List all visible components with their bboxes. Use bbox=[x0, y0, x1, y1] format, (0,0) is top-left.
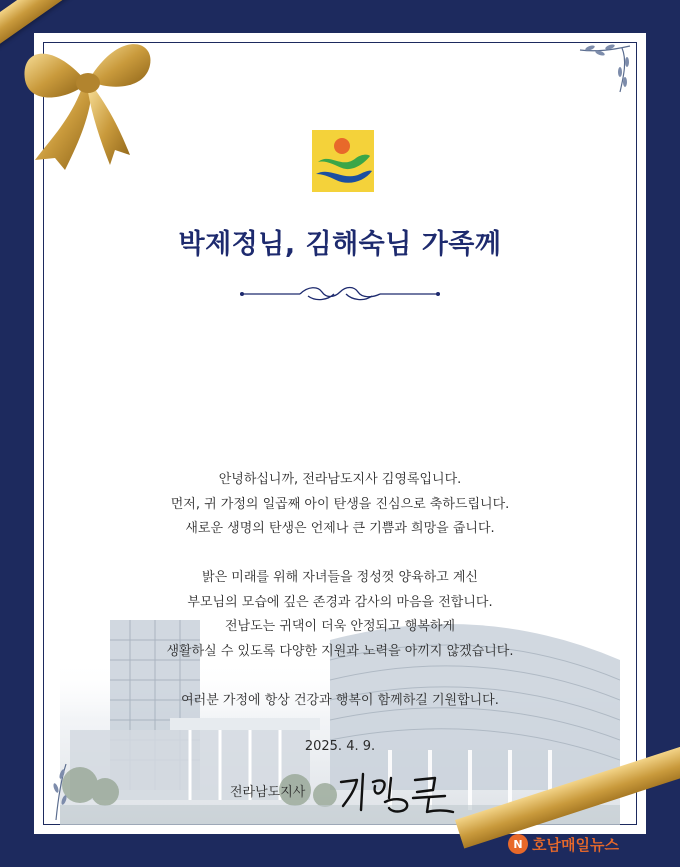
body-line: 먼저, 귀 가정의 일곱째 아이 탄생을 진심으로 축하드립니다. bbox=[170, 496, 510, 512]
body-line-spacer bbox=[60, 542, 620, 567]
leaf-ornament-icon bbox=[46, 760, 86, 824]
watermark-brand-b: 매일뉴스 bbox=[560, 835, 619, 854]
body-line: 여러분 가정에 항상 건강과 행복이 함께하길 기원합니다. bbox=[181, 692, 499, 708]
leaf-ornament-icon bbox=[572, 40, 636, 100]
news-logo-icon: N bbox=[508, 834, 528, 854]
news-watermark bbox=[508, 831, 619, 857]
page-title: 박제정님, 김해숙님 가족께 bbox=[178, 229, 502, 260]
letter-date: 2025. 4. 9. bbox=[304, 739, 376, 754]
body-line: 안녕하십니까, 전라남도지사 김영록입니다. bbox=[218, 472, 462, 487]
gold-ribbon-bow-icon bbox=[10, 10, 160, 170]
handwritten-signature bbox=[335, 768, 465, 816]
body-line-spacer bbox=[60, 664, 620, 689]
body-line: 전남도는 귀댁이 더욱 안정되고 행복하게 bbox=[224, 619, 455, 634]
letter-body bbox=[60, 468, 620, 713]
body-line: 부모님의 모습에 깊은 존경과 감사의 마음을 전합니다. bbox=[187, 594, 493, 610]
scroll-divider-icon bbox=[238, 282, 442, 306]
body-line: 생활하실 수 있도록 다양한 지원과 노력을 아끼지 않겠습니다. bbox=[166, 643, 514, 659]
body-line: 밝은 미래를 위해 자녀들을 정성껏 양육하고 계신 bbox=[202, 570, 478, 585]
watermark-brand-a: 호남 bbox=[532, 835, 561, 854]
jeonnam-logo-icon bbox=[312, 130, 374, 192]
body-line: 새로운 생명의 탄생은 언제나 큰 기쁨과 희망을 줍니다. bbox=[185, 521, 495, 536]
signer-title: 전라남도지사 bbox=[230, 785, 306, 800]
